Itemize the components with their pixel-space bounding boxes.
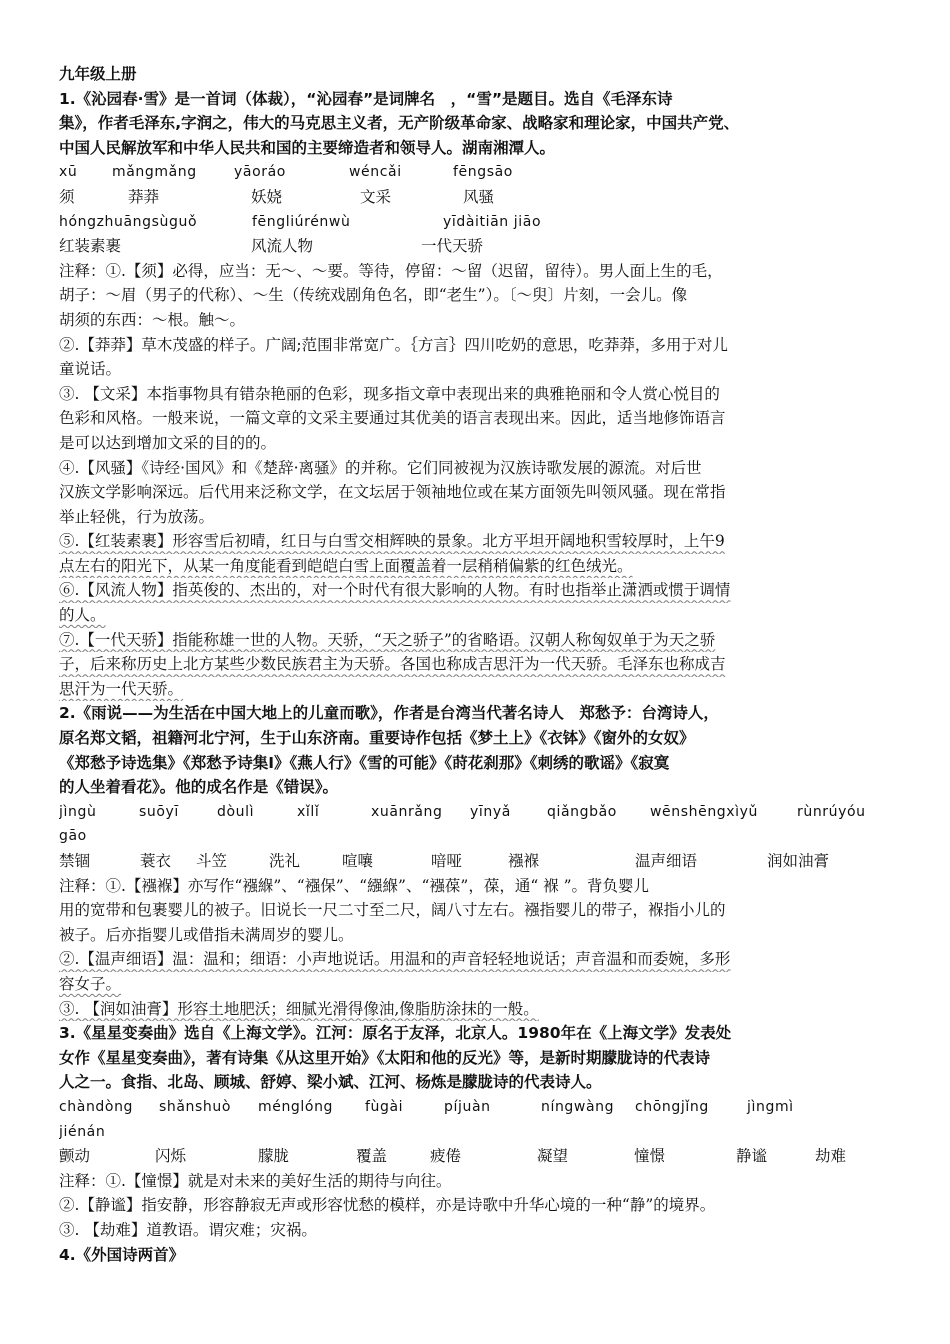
s2-heading-line: 《郑愁予诗选集》《郑愁予诗集Ⅰ》《燕人行》《雪的可能》《莳花刹那》《刺绣的歌谣》《寂寞 xyxy=(59,753,670,772)
s1-heading-line: 集》，作者毛泽东,字润之，伟大的马克思主义者，无产阶级革命家、战略家和理论家，中国共产党、 xyxy=(59,114,740,133)
vocab-word: 襁褓 xyxy=(508,852,540,870)
pinyin: wēnshēngxìyǔ xyxy=(650,803,759,820)
s2-pinyin-wrap: gāo xyxy=(59,828,87,845)
s2-heading-line: 的人坐着看花》。他的成名作是《错误》。 xyxy=(59,778,339,797)
note-line: 举止轻佻，行为放荡。 xyxy=(59,507,215,526)
pinyin: hóngzhuāngsùguǒ xyxy=(59,213,198,230)
vocab-word: 斗笠 xyxy=(196,852,228,870)
pinyin: chàndòng xyxy=(59,1098,134,1115)
vocab-word: 闪烁 xyxy=(155,1147,187,1166)
s4-heading: 4.《外国诗两首》 xyxy=(59,1245,185,1264)
pinyin: jìngù xyxy=(59,803,97,820)
s1-heading-line: 1.《沁园春·雪》是一首词（体裁），“沁园春”是词牌名 ，“雪”是题目。选自《毛泽东诗 xyxy=(59,89,673,108)
pinyin: jìngmì xyxy=(747,1098,794,1115)
s3-heading-line: 3.《星星变奏曲》选自《上海文学》。江河：原名于友泽，北京人。1980年在《上海文学》发表处 xyxy=(59,1024,732,1043)
pinyin: píjuàn xyxy=(444,1098,491,1115)
s2-heading-line: 2.《雨说——为生活在中国大地上的儿童而歌》，作者是台湾当代著名诗人 郑愁予：台湾诗人， xyxy=(59,704,719,723)
pinyin: qiǎngbǎo xyxy=(547,803,617,820)
pinyin: xū xyxy=(59,164,78,181)
note-line: 童说话。 xyxy=(59,360,122,379)
note-line: 胡子：～眉（男子的代称）、～生（传统戏剧角色名，即“老生”）。〔～臾〕片刻，一会儿。像 xyxy=(59,286,688,305)
note-line: ②.【莽莽】草木茂盛的样子。广阔;范围非常宽广。｛方言｝四川吃奶的意思，吃莽莽，多用于对儿 xyxy=(59,335,728,354)
s3-pinyin-wrap: jiénán xyxy=(59,1123,106,1140)
note-line: 是可以达到增加文采的目的的。 xyxy=(59,433,277,452)
pinyin: xuānrǎng xyxy=(371,803,443,820)
note-line-underlined: 点左右的阳光下，从某一角度能看到皑皑白雪上面覆盖着一层稍稍偏紫的红色绒光。 xyxy=(59,556,633,575)
pinyin: yīdàitiān jiāo xyxy=(443,213,542,230)
pinyin: fēngliúrénwù xyxy=(252,213,351,230)
vocab-word: 妖娆 xyxy=(251,187,283,206)
note-line: 被子。后亦指婴儿或借指未满周岁的婴儿。 xyxy=(59,925,354,944)
pinyin: wéncǎi xyxy=(349,164,402,181)
pinyin: níngwàng xyxy=(541,1098,615,1115)
document-body xyxy=(59,62,899,1267)
pinyin: yāoráo xyxy=(234,164,286,181)
vocab-word: 朦胧 xyxy=(258,1147,290,1166)
s1-word-row xyxy=(59,185,899,210)
s2-word-row xyxy=(59,849,899,874)
pinyin: mǎngmǎng xyxy=(112,164,197,181)
vocab-word: 憧憬 xyxy=(634,1147,666,1166)
vocab-word: 静谧 xyxy=(736,1147,768,1166)
vocab-word: 红装素裹 xyxy=(59,237,122,256)
vocab-word: 莽莽 xyxy=(128,187,160,206)
note-line: ③. 【劫难】道教语。谓灾难；灾祸。 xyxy=(59,1220,317,1239)
pinyin: xǐlǐ xyxy=(297,803,320,820)
s3-pinyin-row xyxy=(59,1095,899,1120)
s1-heading-line: 中国人民解放军和中华人民共和国的主要缔造者和领导人。湖南湘潭人。 xyxy=(59,138,556,157)
vocab-word: 凝望 xyxy=(537,1147,569,1166)
pinyin: dòulì xyxy=(217,803,255,820)
vocab-word: 温声细语 xyxy=(635,852,698,870)
s3-heading-line: 人之一。食指、北岛、顾城、舒婷、梁小斌、江河、杨炼是朦胧诗的代表诗人。 xyxy=(59,1073,602,1092)
note-line: 注释：①.【憧憬】就是对未来的美好生活的期待与向往。 xyxy=(59,1171,452,1190)
note-line-underlined: ⑥.【风流人物】指英俊的、杰出的，对一个时代有很大影响的人物。有时也指举止潇洒或惯于调情 xyxy=(59,581,731,600)
s2-pinyin-row xyxy=(59,800,899,825)
vocab-word: 疲倦 xyxy=(430,1147,462,1166)
vocab-word: 润如油膏 xyxy=(767,852,830,870)
vocab-word: 洗礼 xyxy=(269,852,301,870)
vocab-word: 蓑衣 xyxy=(140,852,172,870)
note-line-underlined: ③. 【润如油膏】形容土地肥沃；细腻光滑得像油,像脂肪涂抹的一般。 xyxy=(59,999,539,1018)
note-line-underlined: 子，后来称历史上北方某些少数民族君主为天骄。各国也称成吉思汗为一代天骄。毛泽东也称成吉 xyxy=(59,655,726,674)
vocab-word: 一代天骄 xyxy=(421,237,484,256)
note-line-underlined: 容女子。 xyxy=(59,974,122,993)
note-line: ③. 【文采】本指事物具有错杂艳丽的色彩，现多指文章中表现出来的典雅艳丽和令人赏心悦目的 xyxy=(59,384,720,403)
note-line: 色彩和风格。一般来说，一篇文章的文采主要通过其优美的语言表现出来。因此，适当地修饰语言 xyxy=(59,409,726,428)
vocab-word: 喧嚷 xyxy=(342,852,374,870)
note-line: 注释：①.【襁褓】亦写作“襁緥”、“襁保”、“繦緥”、“襁葆”，葆，通“ 褓 ”。背负婴儿 xyxy=(59,876,650,895)
vocab-word: 喑哑 xyxy=(431,852,463,870)
vocab-word: 覆盖 xyxy=(356,1147,388,1166)
pinyin: fēngsāo xyxy=(453,164,513,181)
note-line: 注释：①.【须】必得，应当：无～、～要。等待，停留：～留（迟留，留待）。男人面上生的毛， xyxy=(59,261,723,280)
pinyin: rùnrúyóu xyxy=(797,803,866,820)
note-line-underlined: ⑦.【一代天骄】指能称雄一世的人物。天骄，“天之骄子”的省略语。汉朝人称匈奴单于为天之骄 xyxy=(59,630,716,649)
pinyin: ménglóng xyxy=(258,1098,334,1115)
note-line: ②.【静谧】指安静，形容静寂无声或形容忧愁的模样，亦是诗歌中升华心境的一种“静”的境界。 xyxy=(59,1196,716,1215)
note-line: 胡须的东西：～根。触～。 xyxy=(59,310,246,329)
note-line: ④.【风骚】《诗经·国风》和《楚辞·离骚》的并称。它们同被视为汉族诗歌发展的源流。对后世 xyxy=(59,458,702,477)
vocab-word: 须 xyxy=(59,187,75,206)
note-line: 汉族文学影响深远。后代用来泛称文学，在文坛居于领袖地位或在某方面领先叫领风骚。现在常指 xyxy=(59,483,726,502)
vocab-word: 风流人物 xyxy=(251,237,314,256)
s2-heading-line: 原名郑文韬，祖籍河北宁河，生于山东济南。重要诗作包括《梦土上》《衣钵》《窗外的女奴》 xyxy=(59,729,695,748)
vocab-word: 颤动 xyxy=(59,1147,91,1166)
s1-pinyin-row xyxy=(59,160,899,185)
pinyin: suōyī xyxy=(139,803,179,820)
s1-pinyin-row xyxy=(59,210,899,235)
s1-word-row xyxy=(59,234,899,259)
vocab-word: 文采 xyxy=(360,187,392,206)
vocab-word: 禁锢 xyxy=(59,852,91,870)
pinyin: fùgài xyxy=(365,1098,404,1115)
note-line-underlined: ②.【温声细语】温：温和；细语：小声地说话。用温和的声音轻轻地说话；声音温和而委婉，多形 xyxy=(59,950,731,969)
note-line-underlined: 的人。 xyxy=(59,606,106,625)
s3-word-row xyxy=(59,1144,899,1169)
note-line-underlined: ⑤.【红装素裹】形容雪后初晴，红日与白雪交相辉映的景象。北方平坦开阔地积雪较厚时，上午9 xyxy=(59,532,725,551)
vocab-word: 风骚 xyxy=(463,187,495,206)
pinyin: yīnyǎ xyxy=(470,803,511,820)
pinyin: shǎnshuò xyxy=(159,1098,232,1115)
s3-heading-line: 女作《星星变奏曲》，著有诗集《从这里开始》《太阳和他的反光》等，是新时期朦胧诗的代表诗 xyxy=(59,1048,711,1067)
note-line: 用的宽带和包裹婴儿的被子。旧说长一尺二寸至二尺，阔八寸左右。襁指婴儿的带子，褓指小儿的 xyxy=(59,901,726,920)
vocab-word: 劫难 xyxy=(815,1147,847,1166)
note-line-underlined: 思汗为一代天骄。 xyxy=(59,679,184,698)
doc-title: 九年级上册 xyxy=(59,65,137,83)
pinyin: chōngjǐng xyxy=(635,1098,709,1115)
